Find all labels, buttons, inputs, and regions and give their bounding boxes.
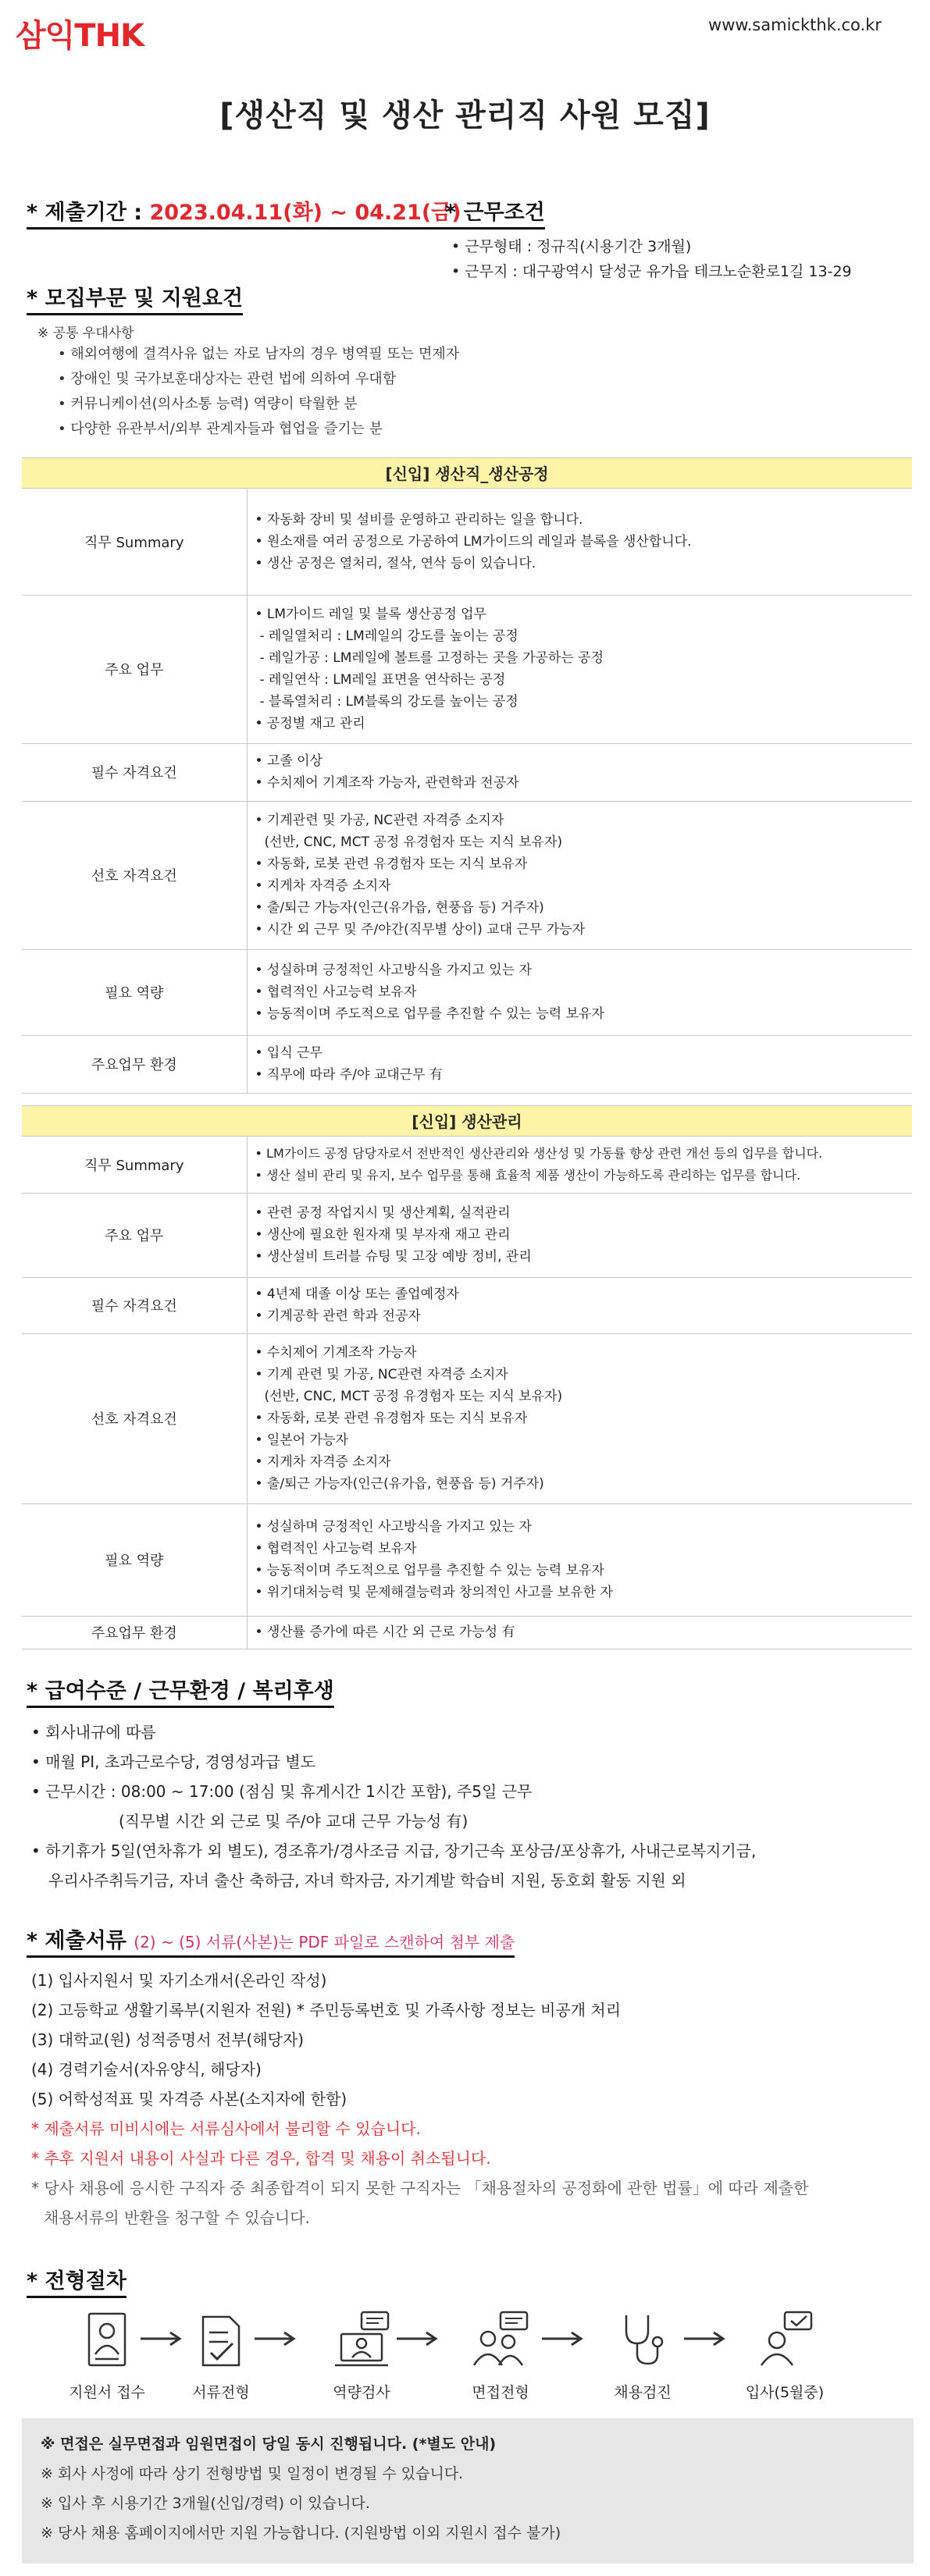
row-label: 주요 업무	[22, 595, 247, 743]
benefits-list	[31, 1717, 756, 1895]
arrow-right-icon	[682, 2329, 726, 2351]
documents-heading: * 제출서류 (2) ~ (5) 서류(사본)는 PDF 파일로 스캔하여 첨부 제출	[27, 1923, 515, 1958]
step-label: 채용검진	[614, 2384, 672, 2401]
row-content: • LM가이드 공정 담당자로서 전반적인 생산관리와 생산성 및 가동률 향상 관련 개선 등의 업무를 합니다. • 생산 설비 관리 및 유지, 보수 업무를 통해 효율적 제품 생산이 가능하도록 관리하는 업무를 합니다.	[247, 1137, 912, 1193]
row-label: 필수 자격요건	[22, 1277, 247, 1333]
process-heading: * 전형절차	[27, 2264, 126, 2298]
row-content: • 4년제 대졸 이상 또는 졸업예정자 • 기계공학 관련 학과 전공자	[247, 1277, 912, 1333]
warning-text: * 제출서류 미비시에는 서류심사에서 불리할 수 있습니다.	[31, 2119, 421, 2138]
row-content: • 고졸 이상 • 수치제어 기계조작 가능자, 관련학과 전공자	[247, 743, 912, 801]
table-row	[22, 1277, 912, 1333]
process-step	[56, 2311, 158, 2402]
list-item: 우리사주취득기금, 자녀 출산 축하금, 자녀 학자금, 자기계발 학습비 지원, 동호회 활동 지원 외	[48, 1871, 686, 1890]
online-test-icon	[330, 2311, 393, 2368]
list-item: (3) 대학교(원) 성적증명서 전부(해당자)	[31, 2030, 305, 2049]
list-item: (직무별 시간 외 근로 및 주/야 교대 근무 가능성 有)	[119, 1812, 469, 1831]
applicant-icon	[80, 2311, 134, 2368]
section1-table	[22, 489, 912, 1094]
table-row	[22, 595, 912, 743]
table-row	[22, 1035, 912, 1093]
deadline-section	[27, 195, 461, 229]
process-step	[734, 2311, 836, 2402]
table-row	[22, 1137, 912, 1193]
step-label: 지원서 접수	[69, 2384, 145, 2401]
note-item: ※ 당사 채용 홈페이지에서만 지원 가능합니다. (지원방법 이외 지원시 접수 불가)	[41, 2524, 561, 2542]
hire-icon	[754, 2311, 816, 2368]
documents-note: (2) ~ (5) 서류(사본)는 PDF 파일로 스캔하여 첨부 제출	[134, 1933, 515, 1952]
row-label: 직무 Summary	[22, 489, 247, 595]
table-row	[22, 1333, 912, 1503]
table-row	[22, 489, 912, 595]
footnote-text: 채용서류의 반환을 청구할 수 있습니다.	[44, 2208, 310, 2227]
company-logo: 삼익THK	[16, 18, 144, 54]
row-content: • 생산률 증가에 따른 시간 외 근로 가능성 有	[247, 1616, 912, 1649]
recruit-heading: * 모집부문 및 지원요건	[27, 281, 243, 315]
row-content: • 기계관련 및 가공, NC관련 자격증 소지자 (선반, CNC, MCT 공정 유경험자 또는 지식 보유자) • 자동화, 로봇 관련 유경험자 또는 지식 보유자 • 지게차 자격증 소지자 • 출/퇴근 가능자(인근(유가읍, 현풍읍 등) 거주자) • 시간 외 근무 및 주/야간(직무별 상이) 교대 근무 가능자	[247, 801, 912, 949]
process-step	[170, 2311, 272, 2402]
documents-list	[31, 1966, 808, 2233]
table-row	[22, 949, 912, 1035]
work-type: • 근무형태 : 정규직(시용기간 3개월)	[451, 238, 692, 255]
section1-header: [신입] 생산직_생산공정	[22, 457, 912, 489]
common-preference-title: ※ 공통 우대사항	[37, 326, 134, 341]
row-label: 주요업무 환경	[22, 1616, 247, 1649]
row-label: 필요 역량	[22, 949, 247, 1035]
page-title: [생산직 및 생산 관리직 사원 모집]	[219, 98, 711, 133]
note-item: ※ 회사 사정에 따라 상기 전형방법 및 일정이 변경될 수 있습니다.	[41, 2465, 464, 2482]
row-content: • 성실하며 긍정적인 사고방식을 가지고 있는 자 • 협력적인 사고능력 보유자 • 능동적이며 주도적으로 업무를 추진할 수 있는 능력 보유자 • 위기대처능력 및 문제해결능력과 창의적인 사고를 보유한 자	[247, 1503, 912, 1616]
row-label: 선호 자격요건	[22, 1333, 247, 1503]
process-step	[592, 2311, 693, 2402]
arrow-right-icon	[395, 2329, 439, 2351]
list-item: • 근무시간 : 08:00 ~ 17:00 (점심 및 휴게시간 1시간 포함), 주5일 근무	[31, 1782, 533, 1801]
work-conditions-list	[451, 234, 852, 284]
list-item: • 커뮤니케이션(의사소통 능력) 역량이 탁월한 분	[58, 396, 358, 412]
row-content: • 입식 근무 • 직무에 따라 주/야 교대근무 有	[247, 1035, 912, 1093]
row-content: • 수치제어 기계조작 가능자 • 기계 관련 및 가공, NC관련 자격증 소지자 (선반, CNC, MCT 공정 유경험자 또는 지식 보유자) • 자동화, 로봇 관련 유경험자 또는 지식 보유자 • 일본어 가능자 • 지게차 자격증 소지자 • 출/퇴근 가능자(인근(유가읍, 현풍읍 등) 거주자)	[247, 1333, 912, 1503]
row-label: 직무 Summary	[22, 1137, 247, 1193]
process-step	[450, 2311, 551, 2402]
section2-header: [신입] 생산관리	[22, 1105, 912, 1137]
row-content: • 자동화 장비 및 설비를 운영하고 관리하는 일을 합니다. • 원소재를 여러 공정으로 가공하여 LM가이드의 레일과 블록을 생산합니다. • 생산 공정은 열처리, 절삭, 연삭 등이 있습니다.	[247, 489, 912, 595]
row-content: • 관련 공정 작업지시 및 생산계획, 실적관리 • 생산에 필요한 원자재 및 부자재 재고 관리 • 생산설비 트러블 슈팅 및 고장 예방 정비, 관리	[247, 1193, 912, 1277]
list-item: • 매월 PI, 초과근로수당, 경영성과급 별도	[31, 1752, 316, 1771]
process-notes	[22, 2418, 914, 2564]
work-conditions-heading: * 근무조건	[445, 195, 545, 229]
list-item: • 회사내규에 따름	[31, 1723, 156, 1742]
list-item: • 하기휴가 5일(연차휴가 외 별도), 경조휴가/경사조금 지급, 장기근속 포상금/포상휴가, 사내근로복지기금,	[31, 1841, 757, 1860]
step-label: 면접전형	[472, 2384, 529, 2401]
note-item: ※ 면접은 실무면접과 임원면접이 당일 동시 진행됩니다. (*별도 안내)	[41, 2435, 497, 2453]
arrow-right-icon	[540, 2329, 584, 2351]
list-item: • 다양한 유관부서/외부 관계자들과 협업을 즐기는 분	[58, 421, 383, 437]
deadline-period: 2023.04.11(화) ~ 04.21(금)	[149, 201, 461, 225]
list-item: (2) 고등학교 생활기록부(지원자 전원) * 주민등록번호 및 가족사항 정보는 비공개 처리	[31, 2001, 622, 2019]
table-row	[22, 1193, 912, 1277]
process-flow	[0, 2311, 930, 2412]
warning-text: * 추후 지원서 내용이 사실과 다른 경우, 합격 및 채용이 취소됩니다.	[31, 2149, 491, 2168]
stethoscope-icon	[615, 2311, 670, 2368]
common-preference-list	[58, 342, 459, 442]
row-content: • LM가이드 레일 및 블록 생산공정 업무 - 레일열처리 : LM레일의 강도를 높이는 공정 - 레일가공 : LM레일에 볼트를 고정하는 곳을 가공하는 공정 - 레일연삭 : LM레일 표면을 연삭하는 공정 - 블록열처리 : LM블록의 강도를 높이는 공정 • 공정별 재고 관리	[247, 595, 912, 743]
footnote-text: * 당사 채용에 응시한 구직자 중 최종합격이 되지 못한 구직자는 「채용절차의 공정화에 관한 법률」에 따라 제출한	[31, 2179, 809, 2197]
table-row	[22, 801, 912, 949]
list-item: (5) 어학성적표 및 자격증 사본(소지자에 한함)	[31, 2090, 347, 2108]
arrow-right-icon	[253, 2329, 297, 2351]
row-label: 선호 자격요건	[22, 801, 247, 949]
step-label: 역량검사	[333, 2384, 390, 2401]
row-content: • 성실하며 긍정적인 사고방식을 가지고 있는 자 • 협력적인 사고능력 보유자 • 능동적이며 주도적으로 업무를 추진할 수 있는 능력 보유자	[247, 949, 912, 1035]
list-item: (1) 입사지원서 및 자기소개서(온라인 작성)	[31, 1971, 327, 1990]
list-item: (4) 경력기술서(자유양식, 해당자)	[31, 2060, 262, 2079]
work-location: • 근무지 : 대구광역시 달성군 유가읍 테크노순환로1길 13-29	[451, 263, 852, 280]
list-item: • 장애인 및 국가보훈대상자는 관련 법에 의하여 우대함	[58, 371, 397, 387]
section2-table	[22, 1137, 912, 1649]
row-label: 주요 업무	[22, 1193, 247, 1277]
step-label: 입사(5월중)	[745, 2384, 825, 2401]
list-item: • 해외여행에 결격사유 없는 자로 남자의 경우 병역필 또는 면제자	[58, 346, 460, 362]
table-row	[22, 1503, 912, 1616]
process-step	[311, 2311, 412, 2402]
note-item: ※ 입사 후 시용기간 3개월(신입/경력) 이 있습니다.	[41, 2495, 370, 2512]
row-label: 주요업무 환경	[22, 1035, 247, 1093]
table-row	[22, 1616, 912, 1649]
website-url[interactable]: www.samickthk.co.kr	[708, 16, 882, 34]
benefits-heading: * 급여수준 / 근무환경 / 복리후생	[27, 1674, 334, 1708]
row-label: 필수 자격요건	[22, 743, 247, 801]
interview-icon	[468, 2311, 533, 2368]
row-label: 필요 역량	[22, 1503, 247, 1616]
table-row	[22, 743, 912, 801]
document-check-icon	[194, 2311, 248, 2368]
deadline-label: * 제출기간 :	[27, 201, 143, 225]
step-label: 서류전형	[192, 2384, 250, 2401]
